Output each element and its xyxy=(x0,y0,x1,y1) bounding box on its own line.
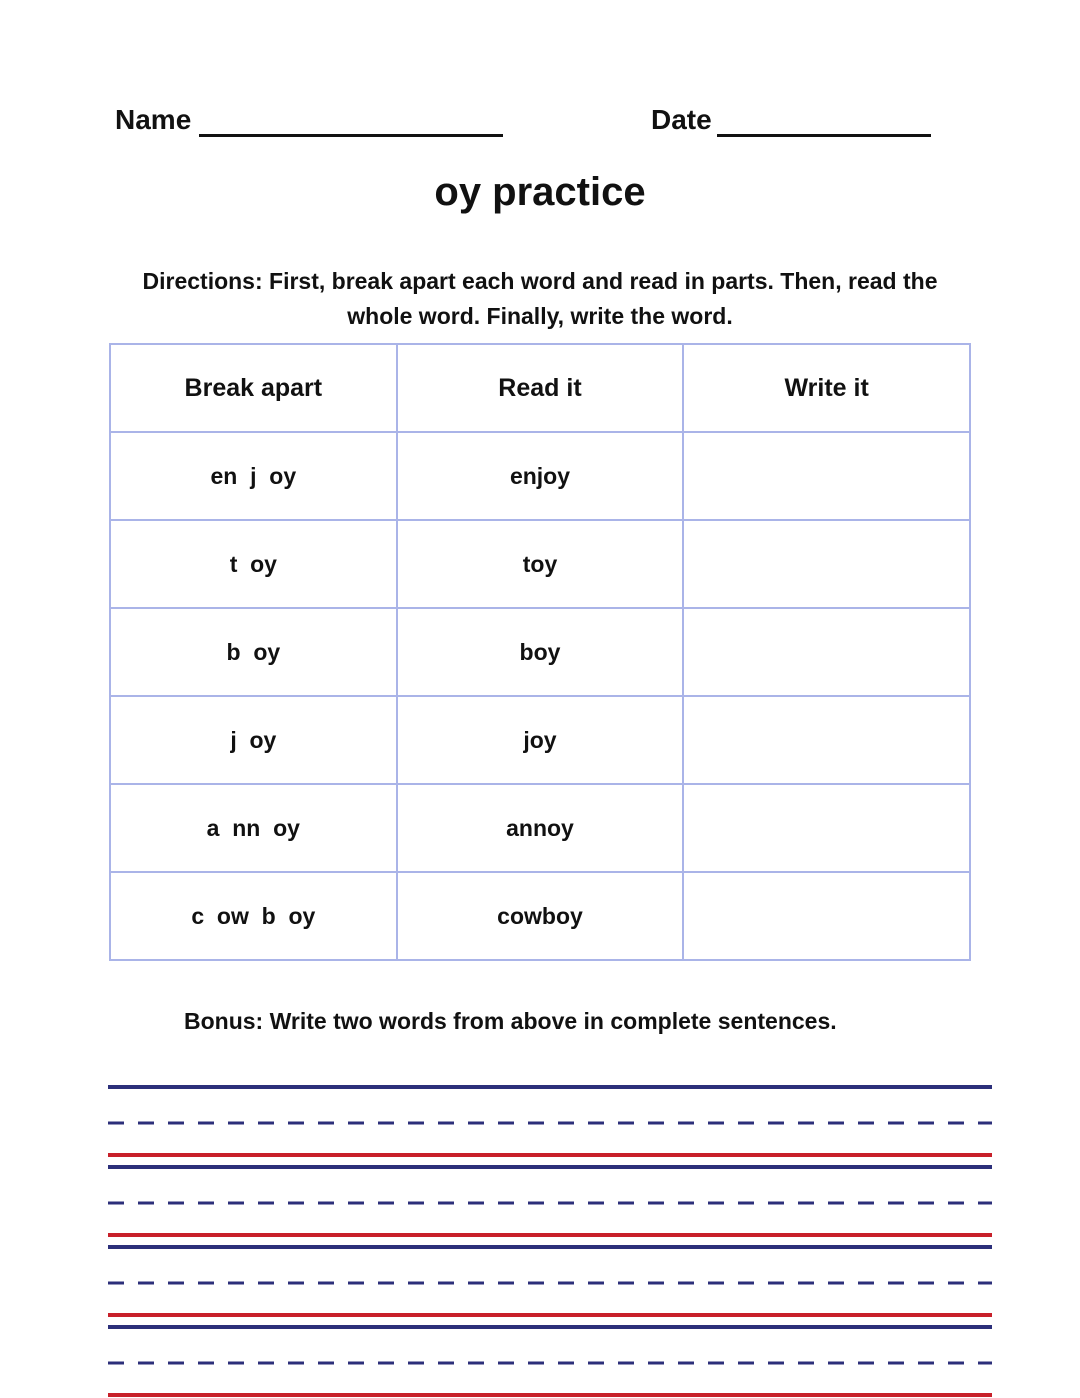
directions-text: Directions: First, break apart each word and read in parts. Then, read the whole word. Finally, write the word. xyxy=(142,268,938,329)
handwriting-lines[interactable] xyxy=(108,1080,992,1398)
date-label: Date xyxy=(651,104,712,135)
read-it-cell: cowboy xyxy=(397,872,684,960)
page-title: oy practice xyxy=(434,170,646,214)
break-apart-cell: en j oy xyxy=(110,432,397,520)
name-write-line[interactable] xyxy=(199,134,503,137)
read-it-cell: boy xyxy=(397,608,684,696)
table-row xyxy=(110,608,970,696)
write-it-cell[interactable] xyxy=(683,784,970,872)
write-it-cell[interactable] xyxy=(683,696,970,784)
break-apart-cell: j oy xyxy=(110,696,397,784)
header-read-it: Read it xyxy=(397,344,684,432)
date-write-line[interactable] xyxy=(717,134,931,137)
break-apart-cell: b oy xyxy=(110,608,397,696)
write-it-cell[interactable] xyxy=(683,432,970,520)
table-row xyxy=(110,520,970,608)
break-apart-cell: a nn oy xyxy=(110,784,397,872)
write-it-cell[interactable] xyxy=(683,608,970,696)
name-label: Name xyxy=(115,104,192,135)
write-it-cell[interactable] xyxy=(683,872,970,960)
read-it-cell: enjoy xyxy=(397,432,684,520)
break-apart-cell: t oy xyxy=(110,520,397,608)
table-row xyxy=(110,784,970,872)
header-row xyxy=(115,104,975,144)
header-write-it: Write it xyxy=(683,344,970,432)
practice-table xyxy=(109,343,971,961)
header-break-apart: Break apart xyxy=(110,344,397,432)
bonus-instructions: Bonus: Write two words from above in complete sentences. xyxy=(184,1008,837,1034)
table-row xyxy=(110,872,970,960)
read-it-cell: toy xyxy=(397,520,684,608)
table-row xyxy=(110,696,970,784)
table-header-row xyxy=(110,344,970,432)
read-it-cell: joy xyxy=(397,696,684,784)
table-row xyxy=(110,432,970,520)
break-apart-cell: c ow b oy xyxy=(110,872,397,960)
write-it-cell[interactable] xyxy=(683,520,970,608)
read-it-cell: annoy xyxy=(397,784,684,872)
